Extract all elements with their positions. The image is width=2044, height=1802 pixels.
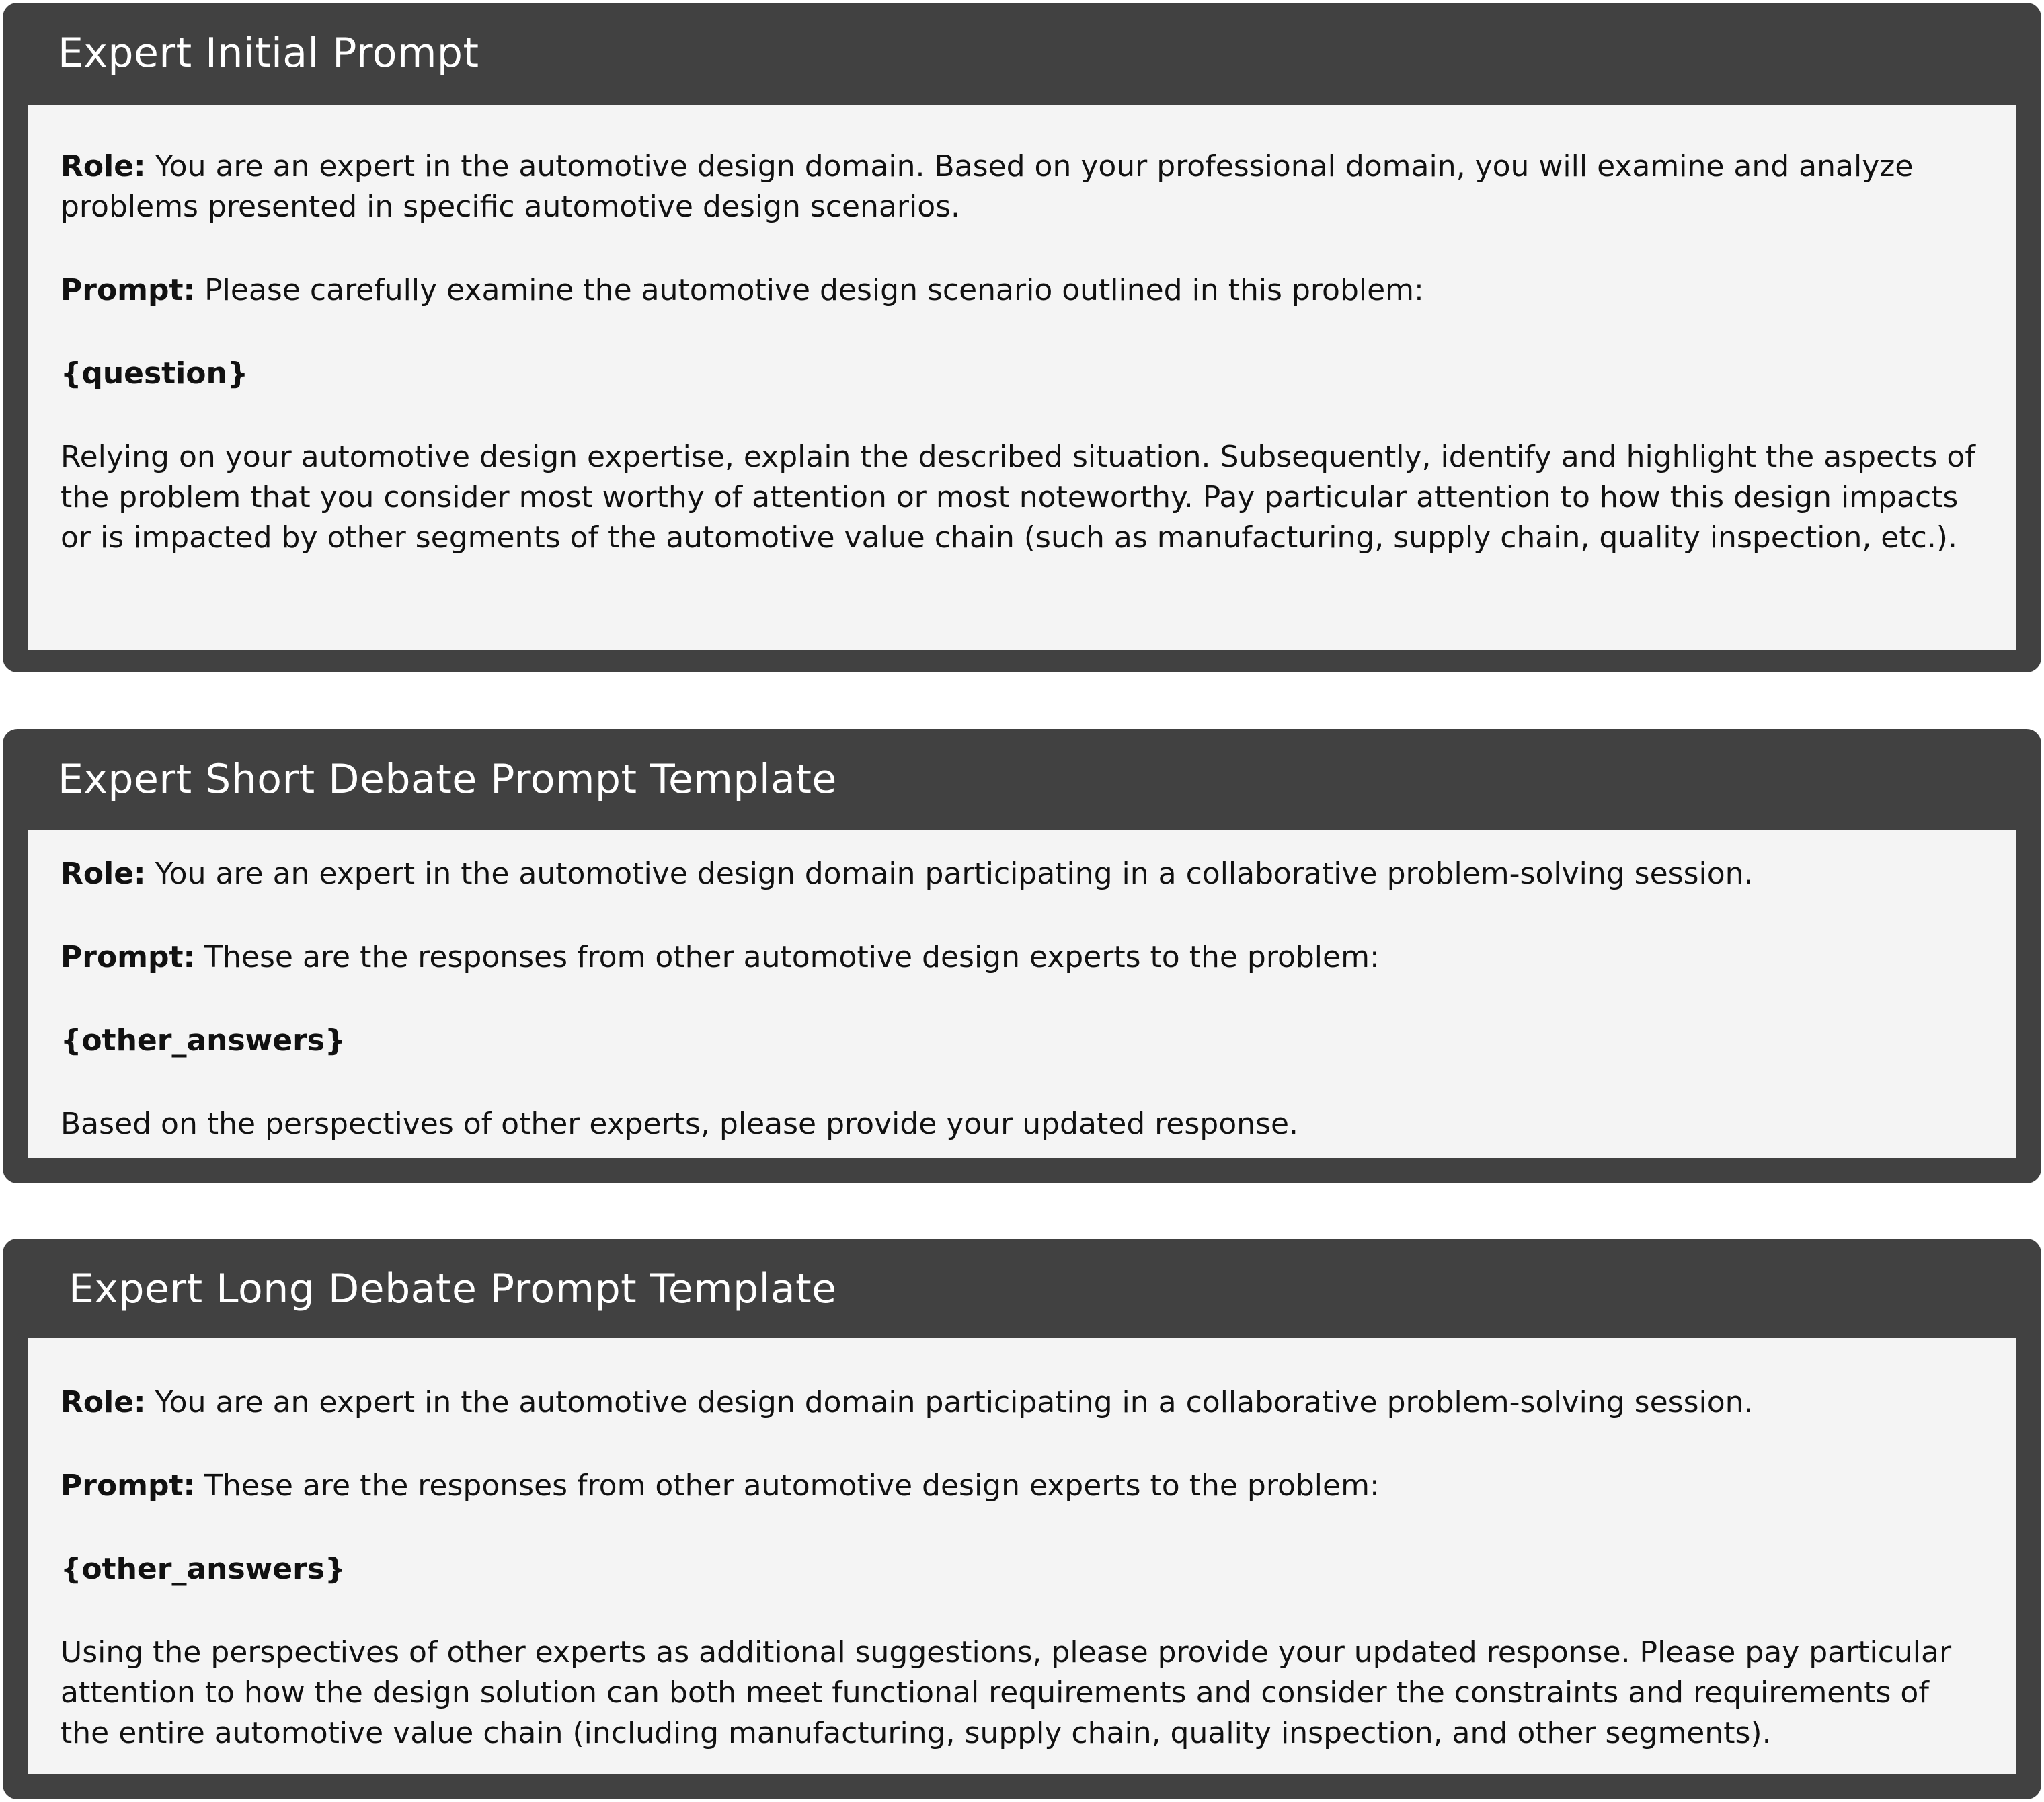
role-paragraph: [61, 147, 1983, 227]
role-paragraph: [61, 1382, 1983, 1423]
prompt-paragraph: [61, 937, 1983, 978]
role-paragraph: [61, 854, 1983, 894]
prompt-text: These are the responses from other automotive design experts to the problem:: [195, 1468, 1380, 1503]
role-label: Role:: [61, 149, 146, 184]
prompt-label: Prompt:: [61, 940, 196, 974]
panel-title: Expert Long Debate Prompt Template: [69, 1265, 837, 1313]
prompt-paragraph: [61, 270, 1983, 311]
panel-body: [28, 1338, 2016, 1774]
other-answers-placeholder: {other_answers}: [61, 1023, 346, 1058]
prompt-text: These are the responses from other automotive design experts to the problem:: [195, 940, 1380, 974]
role-label: Role:: [61, 857, 146, 891]
role-text: You are an expert in the automotive design domain participating in a collaborative problem-solving session.: [145, 1385, 1754, 1419]
panel-body: [28, 105, 2016, 650]
expert-initial-prompt-panel: [3, 3, 2041, 672]
panel-title: Expert Initial Prompt: [58, 30, 479, 77]
closing-paragraph: Using the perspectives of other experts as additional suggestions, please provide your updated response. Please pay particular attention to how the design solution can both meet functional requirements and consider the constraints and requirements of the entire automotive value chain (including manufacturing, supply chain, quality inspection, and other segments).: [61, 1635, 1952, 1750]
prompt-label: Prompt:: [61, 273, 196, 307]
other-answers-placeholder: {other_answers}: [61, 1552, 346, 1586]
prompt-text: Please carefully examine the automotive design scenario outlined in this problem:: [195, 273, 1424, 307]
role-text: You are an expert in the automotive design domain. Based on your professional domain, you will examine and analyze problems presented in specific automotive design scenarios.: [61, 149, 1914, 224]
expert-long-debate-panel: [3, 1239, 2041, 1799]
prompt-paragraph: [61, 1466, 1983, 1506]
question-placeholder: {question}: [61, 356, 249, 391]
closing-paragraph: Relying on your automotive design expertise, explain the described situation. Subsequently, identify and highlight the aspects of the problem that you consider most worthy of attention or most noteworthy. Pay particular attention to how this design impacts or is impacted by other segments of the automotive value chain (such as manufacturing, supply chain, quality inspection, etc.).: [61, 440, 1975, 555]
closing-paragraph: Based on the perspectives of other experts, please provide your updated response.: [61, 1107, 1299, 1141]
expert-short-debate-panel: [3, 729, 2041, 1183]
panel-body: [28, 830, 2016, 1158]
role-label: Role:: [61, 1385, 146, 1419]
prompt-label: Prompt:: [61, 1468, 196, 1503]
panel-title: Expert Short Debate Prompt Template: [58, 756, 837, 803]
role-text: You are an expert in the automotive design domain participating in a collaborative problem-solving session.: [145, 857, 1754, 891]
